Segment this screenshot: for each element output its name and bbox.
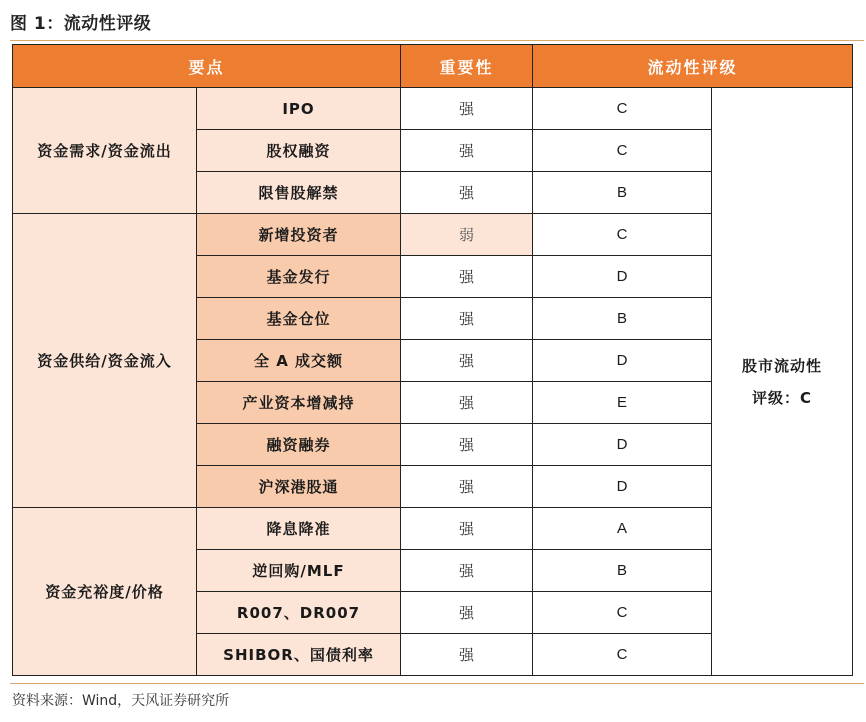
- category-cell: 资金需求/资金流出: [13, 88, 197, 214]
- bottom-divider: [10, 683, 864, 684]
- importance-cell: 强: [401, 550, 533, 592]
- item-cell: 产业资本增减持: [197, 382, 401, 424]
- importance-cell: 强: [401, 508, 533, 550]
- grade-cell: C: [533, 634, 712, 676]
- summary-cell: [712, 88, 853, 676]
- summary-line-2: 评级：C: [752, 388, 813, 407]
- importance-cell: 强: [401, 634, 533, 676]
- item-cell: SHIBOR、国债利率: [197, 634, 401, 676]
- grade-cell: D: [533, 340, 712, 382]
- importance-cell: 强: [401, 172, 533, 214]
- importance-cell: 强: [401, 256, 533, 298]
- category-cell: 资金供给/资金流入: [13, 214, 197, 508]
- grade-cell: D: [533, 466, 712, 508]
- table-header-row: [13, 45, 853, 88]
- grade-cell: E: [533, 382, 712, 424]
- item-cell: IPO: [197, 88, 401, 130]
- importance-cell: 强: [401, 382, 533, 424]
- item-cell: 基金仓位: [197, 298, 401, 340]
- category-cell: 资金充裕度/价格: [13, 508, 197, 676]
- importance-cell: 强: [401, 340, 533, 382]
- item-cell: 沪深港股通: [197, 466, 401, 508]
- summary-line-1: 股市流动性: [742, 356, 823, 375]
- importance-cell: 强: [401, 466, 533, 508]
- grade-cell: D: [533, 424, 712, 466]
- grade-cell: B: [533, 172, 712, 214]
- item-cell: 降息降准: [197, 508, 401, 550]
- title-divider: [10, 40, 864, 41]
- grade-cell: C: [533, 592, 712, 634]
- grade-cell: B: [533, 298, 712, 340]
- grade-cell: C: [533, 130, 712, 172]
- importance-cell: 强: [401, 592, 533, 634]
- grade-cell: A: [533, 508, 712, 550]
- item-cell: 逆回购/MLF: [197, 550, 401, 592]
- table-row: [13, 88, 853, 130]
- item-cell: R007、DR007: [197, 592, 401, 634]
- grade-cell: D: [533, 256, 712, 298]
- importance-cell: 强: [401, 88, 533, 130]
- importance-cell: 强: [401, 130, 533, 172]
- header-liquidity-rating: 流动性评级: [533, 45, 853, 88]
- item-cell: 融资融券: [197, 424, 401, 466]
- figure-title: 图 1：流动性评级: [10, 14, 152, 34]
- liquidity-rating-table: [12, 44, 853, 676]
- item-cell: 基金发行: [197, 256, 401, 298]
- importance-cell: 弱: [401, 214, 533, 256]
- header-key-points: 要点: [13, 45, 401, 88]
- item-cell: 限售股解禁: [197, 172, 401, 214]
- importance-cell: 强: [401, 424, 533, 466]
- grade-cell: B: [533, 550, 712, 592]
- grade-cell: C: [533, 214, 712, 256]
- source-note: 资料来源：Wind，天风证券研究所: [12, 693, 230, 709]
- item-cell: 新增投资者: [197, 214, 401, 256]
- item-cell: 全 A 成交额: [197, 340, 401, 382]
- grade-cell: C: [533, 88, 712, 130]
- item-cell: 股权融资: [197, 130, 401, 172]
- header-importance: 重要性: [401, 45, 533, 88]
- importance-cell: 强: [401, 298, 533, 340]
